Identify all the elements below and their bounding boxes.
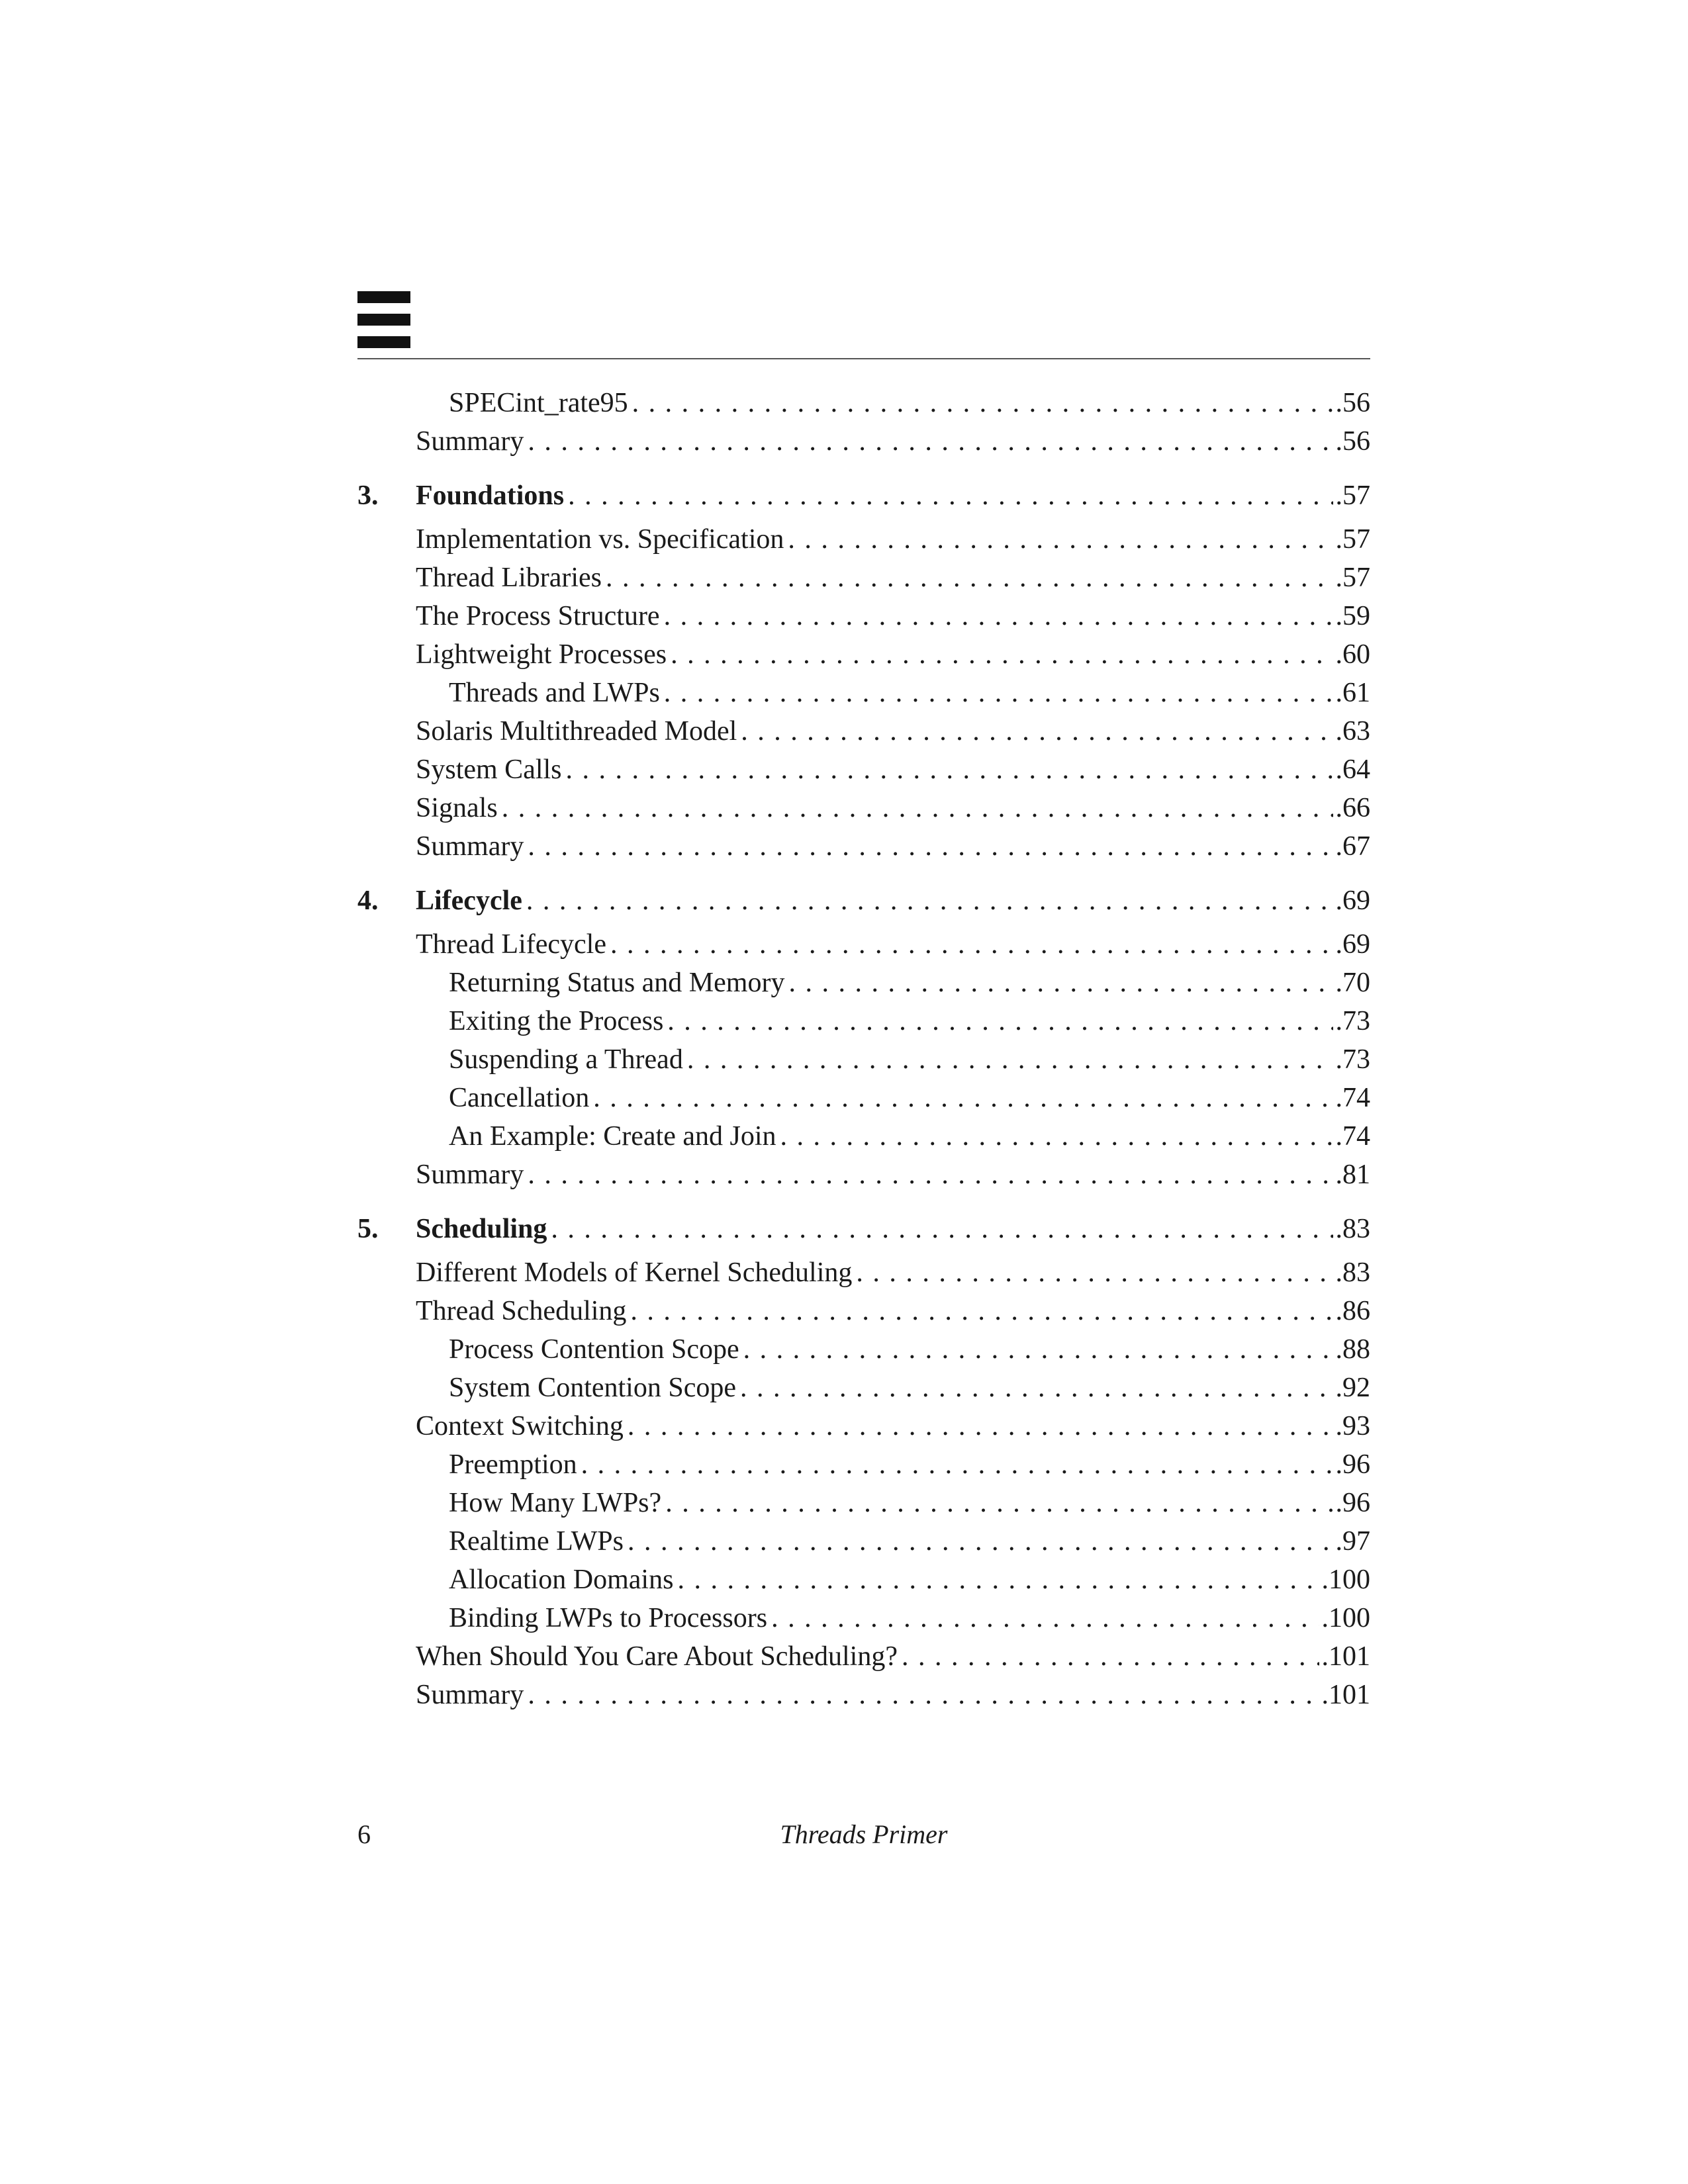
toc-entry[interactable] — [357, 674, 1370, 712]
toc-entry-page-number: .59 — [1333, 597, 1371, 635]
toc-entry-title: Threads and LWPs — [449, 674, 664, 712]
toc-entry-title: Exiting the Process — [449, 1002, 667, 1040]
toc-entry-page-number: .67 — [1333, 827, 1371, 866]
toc-entry[interactable] — [357, 1253, 1370, 1292]
dot-leader — [664, 674, 1333, 712]
toc-entry-title: Cancellation — [449, 1079, 593, 1117]
toc-entry[interactable] — [357, 384, 1370, 422]
toc-entry[interactable] — [357, 1599, 1370, 1637]
dot-leader — [528, 1156, 1333, 1194]
toc-entry[interactable] — [357, 964, 1370, 1002]
toc-entry[interactable] — [357, 925, 1370, 964]
toc-chapter-entry[interactable] — [357, 1210, 1370, 1248]
dot-leader — [788, 520, 1333, 559]
dot-leader — [665, 1484, 1333, 1522]
dot-leader — [628, 1407, 1333, 1445]
dot-leader — [593, 1079, 1333, 1117]
toc-entry-title: Summary — [416, 422, 528, 461]
toc-entry[interactable] — [357, 712, 1370, 751]
toc-entry-title: Scheduling — [416, 1210, 551, 1248]
toc-entry-page-number: .96 — [1333, 1445, 1371, 1484]
toc-entry[interactable] — [357, 751, 1370, 789]
toc-entry-page-number: .88 — [1333, 1330, 1371, 1369]
header-rule — [357, 358, 1370, 359]
toc-entry-page-number: .96 — [1333, 1484, 1371, 1522]
footer-book-title: Threads Primer — [780, 1819, 948, 1849]
dot-leader — [902, 1637, 1319, 1676]
toc-entry-page-number: .92 — [1333, 1369, 1371, 1407]
toc-entry[interactable] — [357, 520, 1370, 559]
toc-entry[interactable] — [357, 1637, 1370, 1676]
toc-chapter-number: 5. — [357, 1214, 379, 1244]
toc-entry[interactable] — [357, 789, 1370, 827]
table-of-contents — [357, 384, 1370, 1714]
toc-entry-page-number: .74 — [1333, 1079, 1371, 1117]
toc-entry-title: Summary — [416, 1676, 528, 1714]
page-footer — [357, 1815, 1370, 1854]
toc-chapter-number: 4. — [357, 886, 379, 916]
toc-entry-title: System Calls — [416, 751, 566, 789]
toc-entry-title: Thread Scheduling — [416, 1292, 630, 1330]
toc-chapter-entry[interactable] — [357, 477, 1370, 515]
dot-leader — [528, 827, 1333, 866]
dot-leader — [568, 477, 1333, 515]
dot-leader — [528, 422, 1333, 461]
toc-entry-title: Lightweight Processes — [416, 635, 671, 674]
dot-leader — [632, 384, 1333, 422]
toc-entry-page-number: .97 — [1333, 1522, 1371, 1561]
toc-entry-page-number: .57 — [1333, 477, 1371, 515]
toc-entry-page-number: .101 — [1319, 1676, 1371, 1714]
dot-leader — [771, 1599, 1319, 1637]
toc-entry-title: Preemption — [449, 1445, 581, 1484]
toc-entry-title: Binding LWPs to Processors — [449, 1599, 771, 1637]
toc-entry-page-number: .100 — [1319, 1599, 1371, 1637]
toc-entry-page-number: .60 — [1333, 635, 1371, 674]
dot-leader — [677, 1561, 1319, 1599]
dot-leader — [628, 1522, 1333, 1561]
toc-entry[interactable] — [357, 1040, 1370, 1079]
toc-entry-page-number: .64 — [1333, 751, 1371, 789]
dot-leader — [610, 925, 1333, 964]
toc-entry-title: Allocation Domains — [449, 1561, 677, 1599]
dot-leader — [528, 1676, 1319, 1714]
toc-entry[interactable] — [357, 1445, 1370, 1484]
toc-entry-title: Realtime LWPs — [449, 1522, 628, 1561]
toc-entry[interactable] — [357, 1561, 1370, 1599]
dot-leader — [741, 712, 1333, 751]
dot-leader — [743, 1330, 1333, 1369]
toc-entry[interactable] — [357, 827, 1370, 866]
toc-entry[interactable] — [357, 1522, 1370, 1561]
dot-leader — [581, 1445, 1333, 1484]
dot-leader — [502, 789, 1333, 827]
footer-page-number: 6 — [357, 1819, 371, 1849]
toc-entry-page-number: .56 — [1333, 422, 1371, 461]
toc-entry[interactable] — [357, 597, 1370, 635]
toc-entry-page-number: .57 — [1333, 520, 1371, 559]
toc-entry-title: How Many LWPs? — [449, 1484, 665, 1522]
toc-entry-title: Foundations — [416, 477, 568, 515]
dot-leader — [606, 559, 1333, 597]
dot-leader — [788, 964, 1333, 1002]
toc-entry-page-number: .74 — [1333, 1117, 1371, 1156]
toc-entry-title: Suspending a Thread — [449, 1040, 687, 1079]
dot-leader — [526, 882, 1333, 920]
dot-leader — [687, 1040, 1333, 1079]
toc-entry-title: Signals — [416, 789, 502, 827]
toc-entry-title: SPECint_rate95 — [449, 384, 632, 422]
toc-entry[interactable] — [357, 1676, 1370, 1714]
dot-leader — [664, 597, 1333, 635]
toc-entry-title: Thread Lifecycle — [416, 925, 610, 964]
toc-entry-page-number: .100 — [1319, 1561, 1371, 1599]
toc-entry-page-number: .56 — [1333, 384, 1371, 422]
dot-leader — [667, 1002, 1333, 1040]
toc-entry-title: Process Contention Scope — [449, 1330, 743, 1369]
toc-entry[interactable] — [357, 1079, 1370, 1117]
toc-entry-page-number: .61 — [1333, 674, 1371, 712]
toc-entry-page-number: .63 — [1333, 712, 1371, 751]
dot-leader — [780, 1117, 1333, 1156]
toc-entry-title: Returning Status and Memory — [449, 964, 788, 1002]
toc-entry[interactable] — [357, 1484, 1370, 1522]
toc-entry-title: The Process Structure — [416, 597, 664, 635]
toc-entry[interactable] — [357, 422, 1370, 461]
toc-entry-page-number: .69 — [1333, 925, 1371, 964]
toc-entry-page-number: .70 — [1333, 964, 1371, 1002]
toc-entry-page-number: .81 — [1333, 1156, 1371, 1194]
toc-entry[interactable] — [357, 1002, 1370, 1040]
toc-chapter-number: 3. — [357, 480, 379, 511]
toc-entry[interactable] — [357, 1292, 1370, 1330]
toc-entry-page-number: .73 — [1333, 1002, 1371, 1040]
toc-entry-page-number: .66 — [1333, 789, 1371, 827]
dot-leader — [566, 751, 1333, 789]
toc-entry[interactable] — [357, 1117, 1370, 1156]
toc-chapter-entry[interactable] — [357, 882, 1370, 920]
toc-entry-page-number: .93 — [1333, 1407, 1371, 1445]
toc-entry-title: Lifecycle — [416, 882, 526, 920]
toc-entry-page-number: .83 — [1333, 1210, 1371, 1248]
dot-leader — [671, 635, 1333, 674]
toc-entry-title: When Should You Care About Scheduling? — [416, 1637, 902, 1676]
toc-entry[interactable] — [357, 635, 1370, 674]
toc-entry-title: Implementation vs. Specification — [416, 520, 788, 559]
dot-leader — [856, 1253, 1333, 1292]
toc-entry[interactable] — [357, 1369, 1370, 1407]
toc-entry-page-number: .73 — [1333, 1040, 1371, 1079]
toc-entry-page-number: .101 — [1319, 1637, 1371, 1676]
toc-entry[interactable] — [357, 1156, 1370, 1194]
toc-entry-title: Context Switching — [416, 1407, 628, 1445]
toc-entry-title: Summary — [416, 1156, 528, 1194]
toc-entry-page-number: .57 — [1333, 559, 1371, 597]
toc-entry-title: Summary — [416, 827, 528, 866]
dot-leader — [551, 1210, 1333, 1248]
toc-entry-title: Solaris Multithreaded Model — [416, 712, 741, 751]
toc-entry-title: An Example: Create and Join — [449, 1117, 780, 1156]
toc-entry[interactable] — [357, 1407, 1370, 1445]
toc-entry-title: Thread Libraries — [416, 559, 606, 597]
toc-entry-page-number: .69 — [1333, 882, 1371, 920]
dot-leader — [630, 1292, 1333, 1330]
dot-leader — [740, 1369, 1333, 1407]
toc-entry-title: Different Models of Kernel Scheduling — [416, 1253, 856, 1292]
toc-entry[interactable] — [357, 559, 1370, 597]
toc-entry-page-number: .86 — [1333, 1292, 1371, 1330]
toc-entry[interactable] — [357, 1330, 1370, 1369]
header-bars-icon — [357, 291, 410, 359]
toc-entry-title: System Contention Scope — [449, 1369, 740, 1407]
toc-entry-page-number: .83 — [1333, 1253, 1371, 1292]
